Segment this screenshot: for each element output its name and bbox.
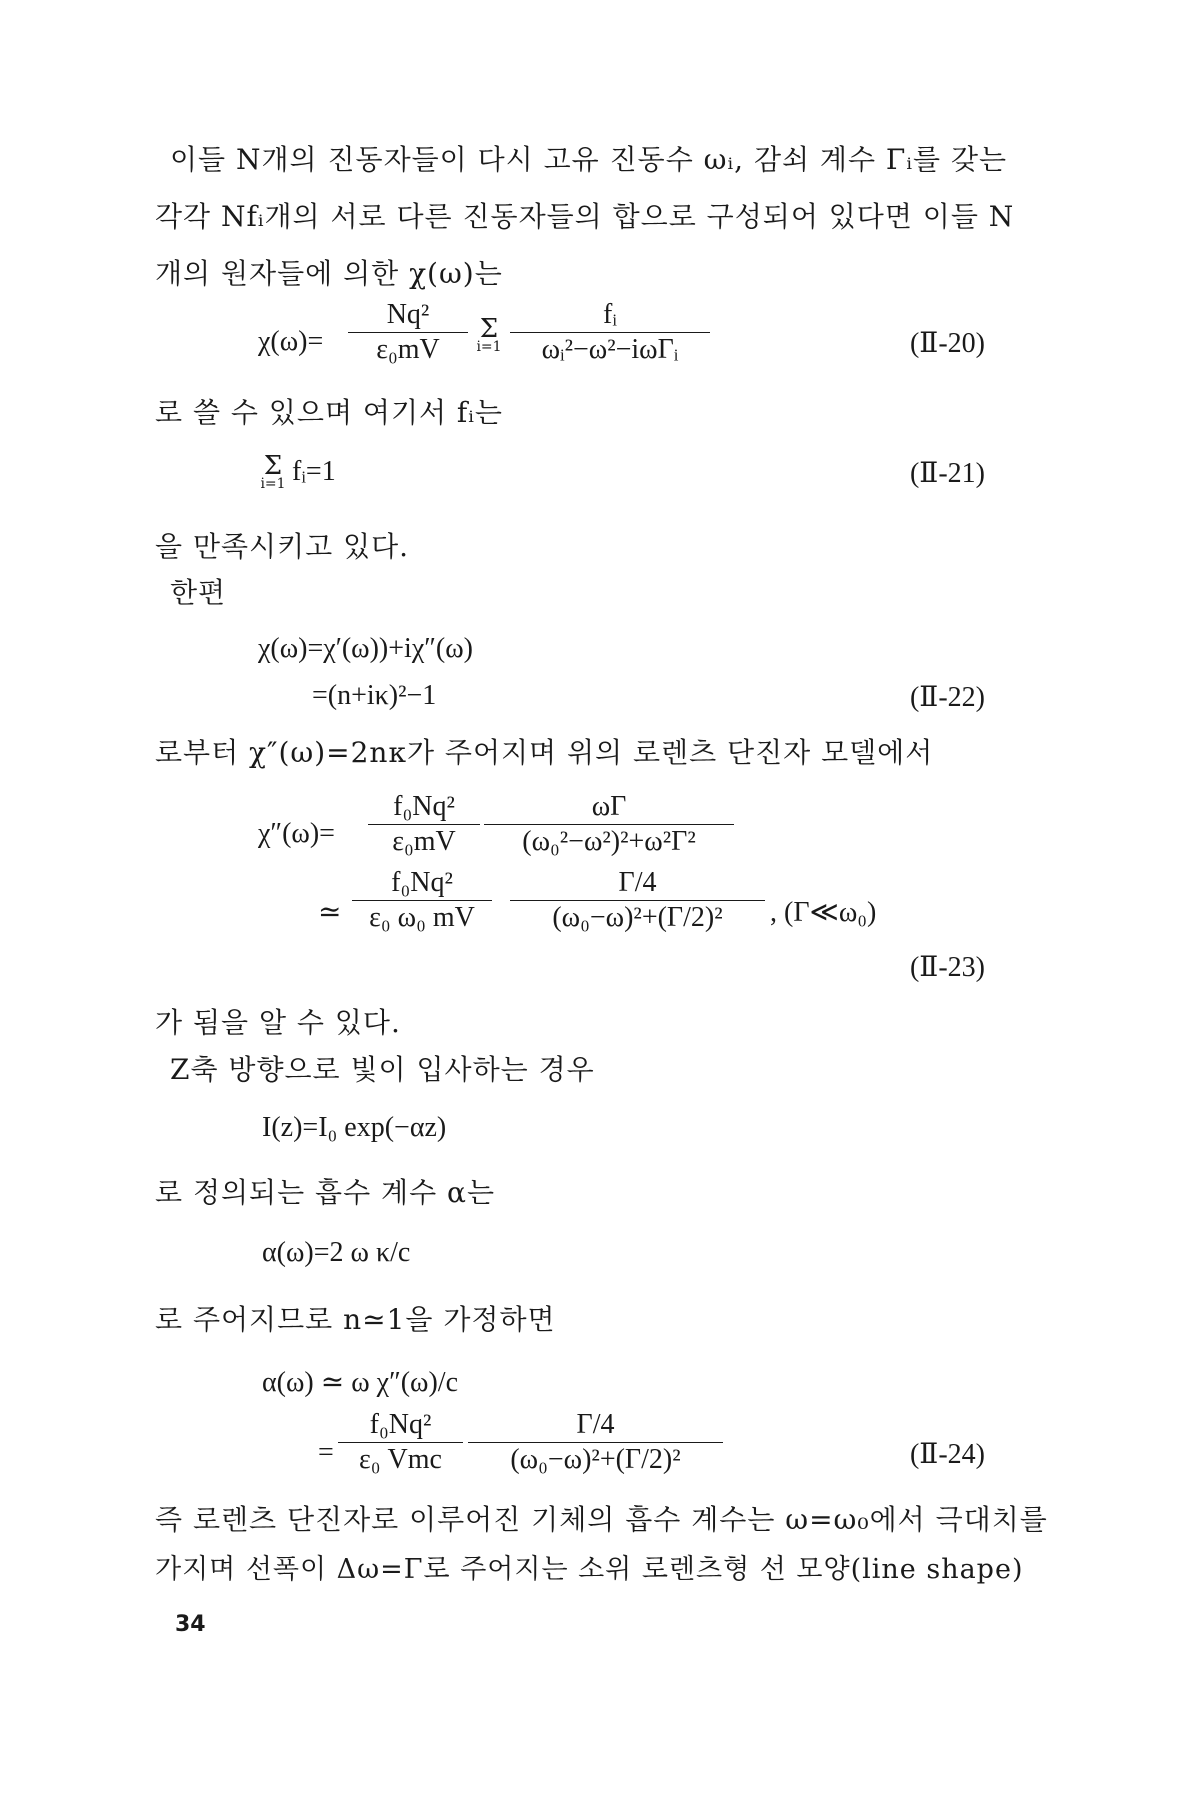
numerator: ωΓ: [591, 791, 627, 822]
denominator: (ω₀−ω)²+(Γ/2)²: [552, 902, 723, 933]
paragraph-line: 로 쓸 수 있으며 여기서 fᵢ는: [155, 396, 503, 429]
fraction-bar: [352, 900, 492, 901]
summation: [258, 451, 288, 492]
page-number: 34: [175, 1612, 206, 1637]
paragraph-line: 이들 N개의 진동자들이 다시 고유 진동수 ωᵢ, 감쇠 계수 Γᵢ를 갖는: [170, 143, 1008, 176]
equation-number: (Ⅱ-22): [909, 682, 985, 713]
fraction-bar: [368, 824, 480, 825]
numerator: f₀Nq²: [393, 791, 455, 822]
equation-alpha: α(ω)=2 ω κ/c: [262, 1237, 411, 1268]
paragraph-line: 로 정의되는 흡수 계수 α는: [155, 1176, 495, 1209]
fraction: [510, 868, 765, 933]
denominator: (ω₀−ω)²+(Γ/2)²: [510, 1444, 681, 1475]
paragraph-line: 로 주어지므로 n≃1을 가정하면: [155, 1303, 556, 1336]
equation-number: (Ⅱ-24): [909, 1439, 985, 1470]
sum-subscript: i=1: [260, 476, 286, 492]
fraction: [468, 1410, 723, 1475]
numerator: Γ/4: [618, 867, 657, 898]
paragraph-line: 개의 원자들에 의한 χ(ω)는: [155, 257, 503, 290]
numerator: f₀Nq²: [369, 1409, 432, 1440]
fraction: [484, 792, 734, 857]
numerator: f₀Nq²: [391, 867, 453, 898]
fraction-bar: [484, 824, 734, 825]
denominator: (ω₀²−ω²)²+ω²Γ²: [522, 826, 696, 857]
summation: [474, 314, 504, 355]
equation-number: (Ⅱ-21): [909, 458, 985, 489]
fraction-bar: [510, 900, 765, 901]
equation-line: χ(ω)=χ′(ω))+iχ″(ω): [258, 633, 473, 664]
equation-intensity: I(z)=I₀ exp(−αz): [262, 1112, 447, 1143]
denominator: ε₀mV: [392, 826, 456, 857]
paragraph-line: 가 됨을 알 수 있다.: [155, 1006, 401, 1039]
numerator: fᵢ: [603, 299, 617, 330]
paragraph-line: 한편: [170, 576, 227, 609]
denominator: ε₀ ω₀ mV: [369, 902, 475, 933]
equation-number: (Ⅱ-20): [909, 328, 985, 359]
paragraph-line: 즉 로렌츠 단진자로 이루어진 기체의 흡수 계수는 ω=ω₀에서 극대치를: [155, 1503, 1048, 1536]
equation-lhs: χ″(ω)=: [258, 818, 335, 849]
fraction: [348, 300, 468, 365]
paragraph-line: 로부터 χ″(ω)=2nκ가 주어지며 위의 로렌츠 단진자 모델에서: [155, 736, 934, 769]
denominator: ε₀ Vmc: [359, 1444, 442, 1475]
fraction: [510, 300, 710, 365]
paragraph-line: 각각 Nfᵢ개의 서로 다른 진동자들의 합으로 구성되어 있다면 이들 N: [155, 200, 1015, 233]
denominator: ωᵢ²−ω²−iωΓᵢ: [541, 334, 679, 365]
sum-symbol: Σ: [479, 314, 499, 344]
sum-subscript: i=1: [476, 339, 502, 355]
sum-symbol: Σ: [263, 451, 283, 481]
equation-line: =(n+iκ)²−1: [312, 680, 437, 711]
fraction-bar: [338, 1442, 463, 1443]
fraction-bar: [510, 332, 710, 333]
equation-body: fᵢ=1: [292, 456, 336, 487]
equation-number: (Ⅱ-23): [909, 952, 985, 983]
fraction-bar: [348, 332, 468, 333]
numerator: Γ/4: [576, 1409, 615, 1440]
numerator: Nq²: [386, 299, 430, 330]
equation-condition: , (Γ≪ω₀): [770, 897, 877, 928]
paragraph-line: Z축 방향으로 빛이 입사하는 경우: [170, 1053, 595, 1086]
equation-lhs: χ(ω)=: [258, 326, 324, 357]
fraction: [338, 1410, 463, 1475]
denominator: ε₀mV: [376, 334, 440, 365]
paragraph-line: 가지며 선폭이 Δω=Γ로 주어지는 소위 로렌츠형 선 모양(line shape): [155, 1554, 1024, 1585]
approx-sign: ≃: [318, 897, 342, 928]
fraction: [368, 792, 480, 857]
equation-line: α(ω) ≃ ω χ″(ω)/c: [262, 1367, 459, 1398]
fraction: [352, 868, 492, 933]
equals-sign: =: [318, 1437, 334, 1468]
paragraph-line: 을 만족시키고 있다.: [155, 530, 410, 563]
fraction-bar: [468, 1442, 723, 1443]
